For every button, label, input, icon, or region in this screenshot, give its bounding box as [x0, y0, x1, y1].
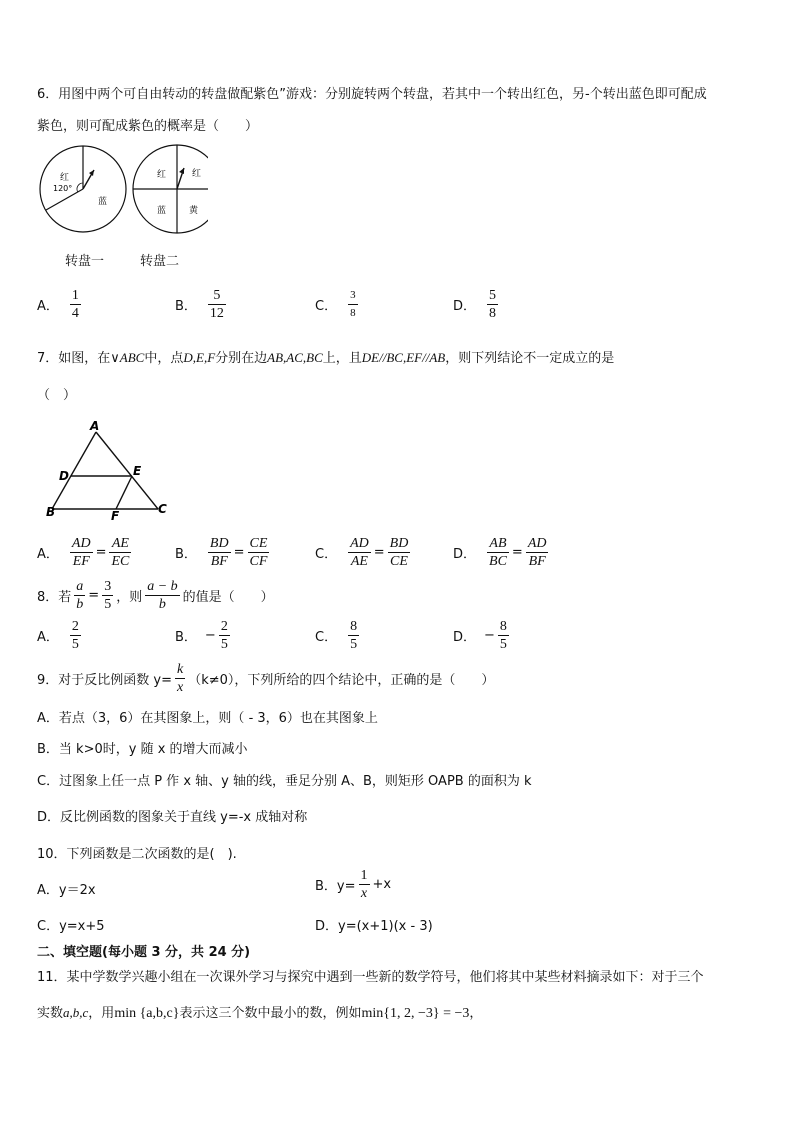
q10-option-c[interactable]: C．y=x+5	[37, 919, 105, 934]
section-heading-fill-in: 二、填空题(每小题 3 分，共 24 分)	[37, 945, 251, 960]
q7-line1: 7．如图，在∨ABC中，点D,E,F分别在边AB,AC,BC上，且DE//BC,EF//AB，则下列结论不一定成立的是	[37, 350, 615, 366]
q8-option-d[interactable]: D． − $\frac{8}{5}$	[453, 619, 507, 652]
spinner2-red2: 红	[192, 169, 202, 179]
triangle-figure	[40, 415, 185, 525]
q6-option-b[interactable]: B． $\frac{5}{12}$	[175, 288, 224, 321]
q9-option-c[interactable]: C．过图象上任一点 P 作 x 轴、y 轴的线，垂足分别 A、B，则矩形 OAPB 的面积为 k	[37, 774, 532, 789]
q9-option-a[interactable]: A．若点（3，6）在其图象上，则（ - 3，6）也在其图象上	[37, 711, 378, 726]
q8-option-b[interactable]: B． − $\frac{2}{5}$	[175, 619, 228, 652]
q8-option-c[interactable]: C． $\frac{8}{5}$	[315, 619, 358, 652]
spinner2-red1: 红	[157, 170, 167, 180]
spinner1-angle: 120°	[53, 184, 73, 193]
q9-option-b[interactable]: B．当 k>0时，y 随 x 的增大而减小	[37, 742, 248, 757]
spinner1-caption: 转盘一	[65, 254, 105, 269]
spinner2-yellow: 黄	[189, 206, 199, 216]
q7-option-b[interactable]: B． $\frac{BD}{BF}$ = $\frac{CE}{CF}$	[175, 536, 268, 569]
q6-line1: 6．用图中两个可自由转动的转盘做配紫色”游戏：分别旋转两个转盘，若其中一个转出红色，另-个转出蓝色即可配成	[37, 87, 707, 102]
q9-option-d[interactable]: D．反比例函数的图象关于直线 y=-x 成轴对称	[37, 810, 308, 825]
point-d: D	[59, 469, 69, 483]
point-f: F	[111, 509, 120, 523]
q6-option-a[interactable]: A． $\frac{1}{4}$	[37, 288, 79, 321]
spinner-figures	[38, 142, 208, 272]
q8-option-a[interactable]: A． $\frac{2}{5}$	[37, 619, 79, 652]
q6-option-d[interactable]: D． $\frac{5}{8}$	[453, 288, 497, 321]
q7-option-a[interactable]: A． $\frac{AD}{EF}$ = $\frac{AE}{EC}$	[37, 536, 130, 569]
q7-option-d[interactable]: D． $\frac{AB}{BC}$ = $\frac{AD}{BF}$	[453, 536, 547, 569]
q6-line2: 紫色，则可配成紫色的概率是（ ）	[37, 119, 259, 134]
point-e: E	[133, 464, 142, 478]
q10-stem: 10．下列函数是二次函数的是( ).	[37, 847, 237, 862]
q7-line2: （ ）	[37, 388, 77, 403]
q9-stem: 9．对于反比例函数 y= $\frac{k}{x}$ （k≠0），下列所给的四个结论中，正确的是（ ）	[37, 662, 495, 695]
q10-option-b[interactable]: B．y= $\frac{1}{x}$ +x	[315, 868, 392, 901]
spinner2-blue: 蓝	[157, 206, 167, 216]
q8-stem: 8．若 $\frac{a}{b}$ = $\frac{3}{5}$ ，则 $\frac{a - b}{b}$ 的值是（ ）	[37, 579, 274, 612]
point-a: A	[90, 419, 100, 433]
q10-option-d[interactable]: D．y=(x+1)(x - 3)	[315, 919, 433, 934]
q11-line1: 11．某中学数学兴趣小组在一次课外学习与探究中遇到一些新的数学符号，他们将其中某些材料摘录如下：对于三个	[37, 970, 704, 985]
q6-option-c[interactable]: C． $\frac{3}{8}$	[315, 289, 356, 319]
q7-option-c[interactable]: C． $\frac{AD}{AE}$ = $\frac{BD}{CE}$	[315, 536, 409, 569]
spinner1-red: 红	[60, 173, 70, 183]
point-b: B	[46, 505, 56, 519]
spinner1-blue: 蓝	[98, 197, 108, 207]
point-c: C	[158, 502, 167, 516]
q11-line2: 实数a,b,c，用min {a,b,c}表示这三个数中最小的数，例如min{1, 2, −3} = −3，	[37, 1005, 483, 1021]
spinner2-caption: 转盘二	[140, 254, 180, 269]
q10-option-a[interactable]: A．y＝2x	[37, 883, 96, 898]
